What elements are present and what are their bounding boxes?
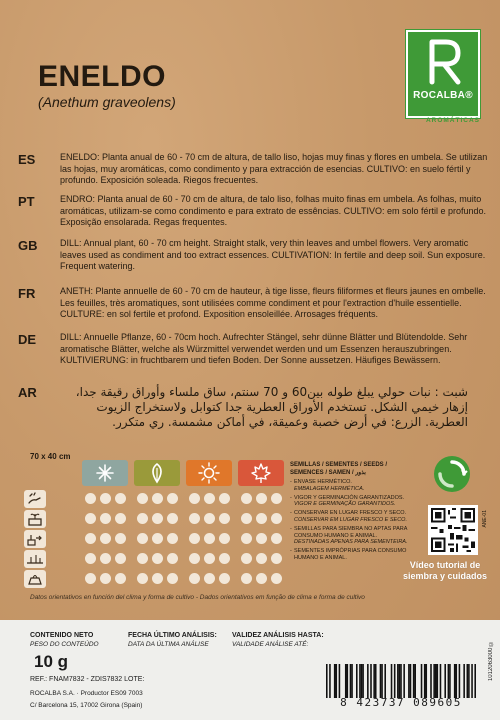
calendar-month-dot bbox=[204, 573, 215, 584]
calendar-month-dot bbox=[115, 533, 126, 544]
sun-icon bbox=[186, 460, 232, 486]
calendar-month-dot bbox=[115, 573, 126, 584]
calendar-month-dot bbox=[256, 513, 267, 524]
lang-code: AR bbox=[18, 385, 37, 400]
calendar-month-dot bbox=[85, 513, 96, 524]
lang-code: GB bbox=[18, 238, 38, 253]
calendar-month-dot bbox=[167, 573, 178, 584]
season-autumn bbox=[238, 460, 284, 486]
calendar-month-dot bbox=[241, 573, 252, 584]
season-winter bbox=[82, 460, 128, 486]
lang-text: DILL: Annuelle Pflanze, 60 - 70cm hoch. Aufrechter Stängel, sehr dünne Blätter und Blütendolde. Sehr aromatische Blätter, welche als Würzmittel verwendet werden und um Essenzen herauszubringen. KULTIVIERUNG: in fruchtbarem und tiefen Boden. Der Sonne aussetzen. Häufiges Bewässern. bbox=[60, 332, 468, 365]
calendar-month-dot bbox=[152, 553, 163, 564]
barcode-icon bbox=[326, 664, 476, 698]
calendar-month-dot bbox=[115, 493, 126, 504]
calendar-month-dot bbox=[256, 553, 267, 564]
calendar-month-dot bbox=[271, 533, 282, 544]
scientific-name: (Anethum graveolens) bbox=[38, 94, 176, 110]
calendar-month-dot bbox=[85, 573, 96, 584]
calendar-month-dot bbox=[241, 493, 252, 504]
video-tutorial-label: Vídeo tutorial de siembra y cuidados bbox=[402, 560, 488, 581]
calendar-month-dot bbox=[167, 533, 178, 544]
calendar-month-dot bbox=[271, 553, 282, 564]
calendar-month-dot bbox=[219, 513, 230, 524]
calendar-month-dot bbox=[115, 553, 126, 564]
calendar-month-dot bbox=[85, 533, 96, 544]
video-qr-code[interactable] bbox=[428, 505, 478, 555]
calendar-month-dot bbox=[137, 573, 148, 584]
calendar-month-dot bbox=[271, 493, 282, 504]
vertical-code: 1012063000 © bbox=[488, 640, 494, 682]
legend-item: - VIGOR Y GERMINACIÓN GARANTIZADOS. VIGOR E GERMINAÇÃO GARANTIDOS. bbox=[290, 495, 415, 509]
calendar-month-dot bbox=[271, 573, 282, 584]
page-title: ENELDO bbox=[38, 60, 167, 93]
harvest-icon bbox=[24, 570, 46, 588]
calendar-month-dot bbox=[137, 533, 148, 544]
qr-code-icon bbox=[431, 508, 475, 552]
calendar-month-dot bbox=[189, 513, 200, 524]
lang-code: ES bbox=[18, 152, 36, 167]
legend-title: SEMILLAS / SEMENTES / SEEDS / SEMENCES / SAMEN / بذور bbox=[290, 462, 388, 476]
snowflake-icon bbox=[82, 460, 128, 486]
calendar-month-dot bbox=[100, 553, 111, 564]
brand-category: AROMÁTICAS bbox=[425, 117, 480, 124]
legend-item: - CONSERVAR EN LUGAR FRESCO Y SECO. CONSERVAR EM LUGAR FRESCO E SECO. bbox=[290, 510, 415, 524]
calendar-month-dot bbox=[241, 533, 252, 544]
calendar-month-dot bbox=[85, 493, 96, 504]
calendar-month-dot bbox=[204, 533, 215, 544]
lang-text: ENDRO: Planta anual de 60 - 70 cm de altura, de talo liso, folhas muito finas em umbela. As folhas, muito aromáticas, utilizam-se como condimento e para extrato de essências. CULTIVO: em solo fértil e profundo. Exposição ensolarada. Regas frequentes. bbox=[60, 194, 487, 227]
lang-code: PT bbox=[18, 194, 35, 209]
r-logo-icon bbox=[426, 38, 464, 86]
calendar-month-dot bbox=[167, 553, 178, 564]
calendar-month-dot bbox=[100, 533, 111, 544]
calendar-month-dot bbox=[219, 573, 230, 584]
calendar-month-dot bbox=[100, 573, 111, 584]
calendar-month-dot bbox=[137, 513, 148, 524]
calendar-month-dot bbox=[256, 493, 267, 504]
calendar-month-dot bbox=[204, 513, 215, 524]
season-spring bbox=[134, 460, 180, 486]
calendar-month-dot bbox=[152, 493, 163, 504]
leaf-icon bbox=[134, 460, 180, 486]
lang-text: شبت : نبات حولي يبلغ طوله بين60 و 70 سنتم، ساق ملساء وأوراق رقيقة جدا، إزهار خيمي الشكل. تستخدم الأوراق العطرية جدا كتوابل ولاستخراج الزيوت العطرية. الزرع: في أرض خصبة وعميقة، في أماكن مشمسة. ري متكرر. bbox=[75, 385, 468, 429]
net-weight: 10 g bbox=[34, 652, 69, 671]
calendar-month-dot bbox=[189, 573, 200, 584]
seedbed-icon bbox=[24, 510, 46, 528]
calendar-month-dot bbox=[152, 533, 163, 544]
green-dot-recycle-icon bbox=[434, 456, 470, 492]
spacing-unit: cm bbox=[58, 452, 71, 461]
sowing-calendar bbox=[24, 460, 284, 584]
side-code: ANE-01 bbox=[482, 510, 488, 528]
calendar-month-dot bbox=[115, 513, 126, 524]
barcode-number: 8 423737 089605 bbox=[340, 696, 462, 709]
reference-lot: REF.: FNAM7832 - ZDIS7832 LOTE: bbox=[30, 676, 145, 683]
sowing-hand-icon bbox=[24, 490, 46, 508]
seed-legend bbox=[290, 462, 415, 562]
analysis-valid-label-pt: VALIDADE ANÁLISE ATÉ: bbox=[232, 641, 309, 648]
brand-name: ROCALBA® bbox=[413, 90, 473, 101]
transplant-icon bbox=[24, 530, 46, 548]
lang-code: FR bbox=[18, 286, 36, 301]
calendar-month-dot bbox=[219, 533, 230, 544]
calendar-month-dot bbox=[256, 533, 267, 544]
maple-leaf-icon bbox=[238, 460, 284, 486]
calendar-month-dot bbox=[167, 513, 178, 524]
calendar-month-dot bbox=[219, 553, 230, 564]
calendar-month-dot bbox=[152, 573, 163, 584]
calendar-month-dot bbox=[189, 553, 200, 564]
calendar-month-dot bbox=[100, 493, 111, 504]
calendar-month-dot bbox=[204, 493, 215, 504]
season-summer bbox=[186, 460, 232, 486]
calendar-month-dot bbox=[241, 553, 252, 564]
legend-item: - SEMENTES IMPRÓPRIAS PARA CONSUMO HUMANO E ANIMAL. bbox=[290, 548, 415, 562]
calendar-month-dot bbox=[219, 493, 230, 504]
calendar-month-dot bbox=[167, 493, 178, 504]
calendar-month-dot bbox=[85, 553, 96, 564]
legend-item: - ENVASE HERMÉTICO. EMBALAGEM HERMÉTICA. bbox=[290, 479, 415, 493]
lang-text: ANETH: Plante annuelle de 60 - 70 cm de hauteur, à tige lisse, fleurs filiformes et fleurs jaunes en ombelle. Les feuilles, très aromatiques, sont utilisées comme condiment et pour l'extraction d'huile essentielle. CULTURE: en sol fertile et profond. Exposition ensoleillée. Arrosages fréquents. bbox=[60, 286, 486, 319]
calendar-month-dot bbox=[137, 493, 148, 504]
lang-code: DE bbox=[18, 332, 37, 347]
lang-text: ENELDO: Planta anual de 60 - 70 cm de altura, de tallo liso, hojas muy finas y flores en umbela. Se utilizan las hojas, muy aromáticas, como condimento y para extracción de esencias. CULTIVO: en suelo fértil y profundo. Exposición soleada. Riegos frecuentes. bbox=[60, 152, 488, 185]
analysis-valid-label: VALIDEZ ANÁLISIS HASTA: bbox=[232, 632, 324, 639]
net-content-label-pt: PESO DO CONTEÚDO bbox=[30, 641, 99, 648]
calendar-month-dot bbox=[204, 553, 215, 564]
lang-text: DILL: Annual plant, 60 - 70 cm height. Straight stalk, very thin leaves and umbel flowers. Very aromatic leaves used as condiment and too extract essences. CULTIVATION: In fertile and deep soil. Sun exposure. Frequent watering. bbox=[60, 238, 486, 271]
calendar-month-dot bbox=[189, 533, 200, 544]
analysis-date-label-pt: DATA DA ÚLTIMA ANÁLISE bbox=[128, 641, 209, 648]
direct-sowing-icon bbox=[24, 550, 46, 568]
spacing-value: 70 x 40 bbox=[30, 452, 57, 461]
company-address: C/ Barcelona 15, 17002 Girona (Spain) bbox=[30, 702, 143, 709]
calendar-footnote: Datos orientativos en función del clima y forma de cultivo - Dados orientativos em função de clima e forma de cultivo bbox=[30, 594, 365, 601]
calendar-month-dot bbox=[256, 573, 267, 584]
company-info: ROCALBA S.A. · Productor ES09 7003 bbox=[30, 690, 143, 697]
calendar-month-dot bbox=[241, 513, 252, 524]
net-content-label: CONTENIDO NETO bbox=[30, 632, 94, 639]
calendar-month-dot bbox=[152, 513, 163, 524]
calendar-month-dot bbox=[271, 513, 282, 524]
calendar-month-dot bbox=[100, 513, 111, 524]
analysis-date-label: FECHA ÚLTIMO ANÁLISIS: bbox=[128, 632, 217, 639]
legend-item: - SEMILLAS PARA SIEMBRA NO APTAS PARA CONSUMO HUMANO E ANIMAL. DESTINADAS APENAS PARA SEMENTEIRA. bbox=[290, 526, 415, 546]
brand-logo bbox=[406, 30, 480, 118]
calendar-month-dot bbox=[137, 553, 148, 564]
calendar-month-dot bbox=[189, 493, 200, 504]
